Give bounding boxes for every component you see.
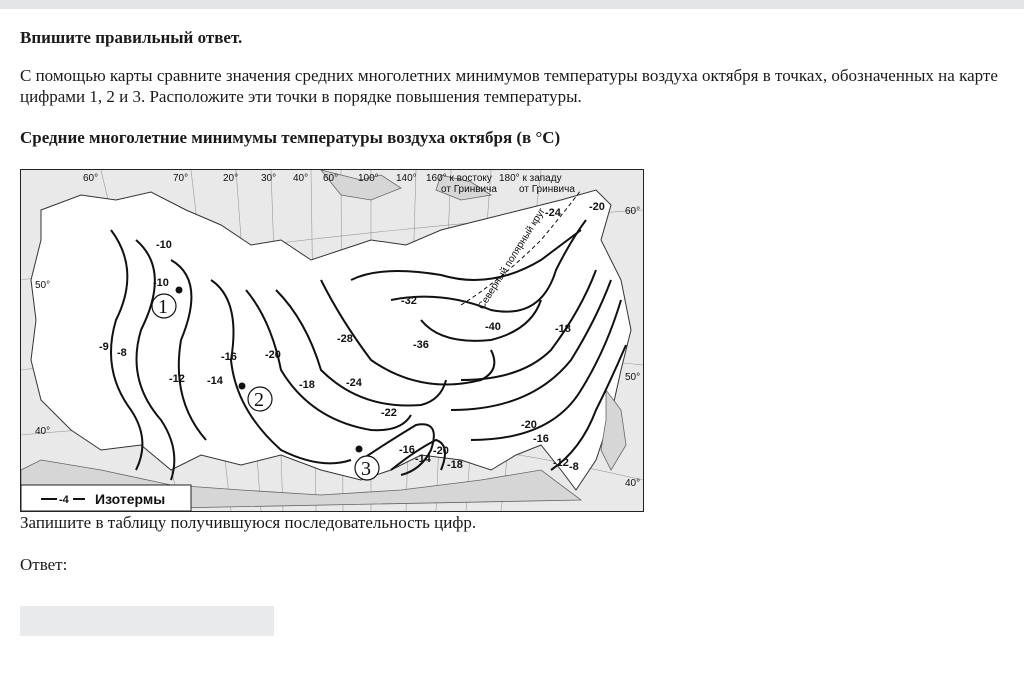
map-title: Средние многолетние минимумы температуры воздуха октября (в °C) bbox=[20, 128, 561, 147]
lon-label-60: 60° bbox=[83, 173, 99, 184]
isotherm-label: -18 bbox=[555, 323, 571, 335]
arctic-circle-label: Северный полярный круг bbox=[476, 206, 548, 312]
isotherm-label: -32 bbox=[401, 295, 417, 307]
legend-sample-value: -4 bbox=[59, 494, 69, 506]
lat-label-40-right: 40° bbox=[625, 478, 641, 489]
lat-label-60-right: 60° bbox=[625, 206, 641, 217]
isotherm-label: -18 bbox=[447, 459, 463, 471]
isotherm-label: -20 bbox=[433, 445, 449, 457]
point-1-label: 1 bbox=[158, 296, 168, 318]
isotherm-label: -10 bbox=[156, 239, 172, 251]
isotherm-label: -24 bbox=[545, 207, 561, 219]
isotherm-label: -20 bbox=[521, 419, 537, 431]
isotherm-label: -20 bbox=[265, 349, 281, 361]
isotherm-map bbox=[20, 169, 644, 512]
isotherm-label: -12 bbox=[169, 373, 185, 385]
top-bar bbox=[0, 0, 1024, 9]
isotherm-label: -12 bbox=[553, 457, 569, 469]
isotherm-label: -16 bbox=[221, 351, 237, 363]
lon-label-160-b: от Гринвича bbox=[441, 184, 497, 195]
isotherm-label: -16 bbox=[399, 444, 415, 456]
lat-label-50-right: 50° bbox=[625, 372, 641, 383]
isotherm-label: -24 bbox=[346, 377, 362, 389]
isotherm-label: -14 bbox=[207, 375, 223, 387]
legend-label: Изотермы bbox=[95, 491, 166, 507]
lat-label-40-left: 40° bbox=[35, 426, 51, 437]
lon-label-100: 100° bbox=[358, 173, 379, 184]
instruction-heading: Впишите правильный ответ. bbox=[20, 28, 243, 47]
lon-label-20: 20° bbox=[223, 173, 239, 184]
lon-label-30: 30° bbox=[261, 173, 277, 184]
answer-label: Ответ: bbox=[20, 555, 68, 574]
lon-label-60b: 60° bbox=[323, 173, 339, 184]
fill-prompt: Запишите в таблицу получившуюся последовательность цифр. bbox=[20, 513, 477, 532]
isotherm-label: -20 bbox=[589, 201, 605, 213]
isotherm-label: -16 bbox=[533, 433, 549, 445]
isotherm-label: -40 bbox=[485, 321, 501, 333]
point-3-label: 3 bbox=[361, 458, 371, 480]
isotherm-label: -18 bbox=[299, 379, 315, 391]
isotherm-label: -8 bbox=[569, 461, 579, 473]
lon-label-140: 140° bbox=[396, 173, 417, 184]
lon-label-40: 40° bbox=[293, 173, 309, 184]
lon-label-70: 70° bbox=[173, 173, 189, 184]
answer-input[interactable] bbox=[20, 606, 274, 636]
point-2-label: 2 bbox=[254, 389, 264, 411]
isotherm-label: -14 bbox=[415, 453, 431, 465]
lon-label-180-a: 180° к западу bbox=[499, 173, 562, 184]
lon-label-180-b: от Гринвича bbox=[519, 184, 575, 195]
map-legend bbox=[21, 485, 191, 511]
task-text: С помощью карты сравните значения средних многолетних минимумов температуры воздуха октября в точках, обозначенных на карте цифрами 1, 2 и 3. Расположите эти точки в порядке повышения температуры. bbox=[20, 66, 998, 106]
isotherm-label: -8 bbox=[117, 347, 127, 359]
isotherm-label: -9 bbox=[99, 341, 109, 353]
lon-label-160-a: 160° к востоку bbox=[426, 173, 492, 184]
isotherm-label: -10 bbox=[153, 277, 169, 289]
isotherm-label: -22 bbox=[381, 407, 397, 419]
isotherm-label: -36 bbox=[413, 339, 429, 351]
isotherm-label: -28 bbox=[337, 333, 353, 345]
lat-label-50-left: 50° bbox=[35, 280, 51, 291]
